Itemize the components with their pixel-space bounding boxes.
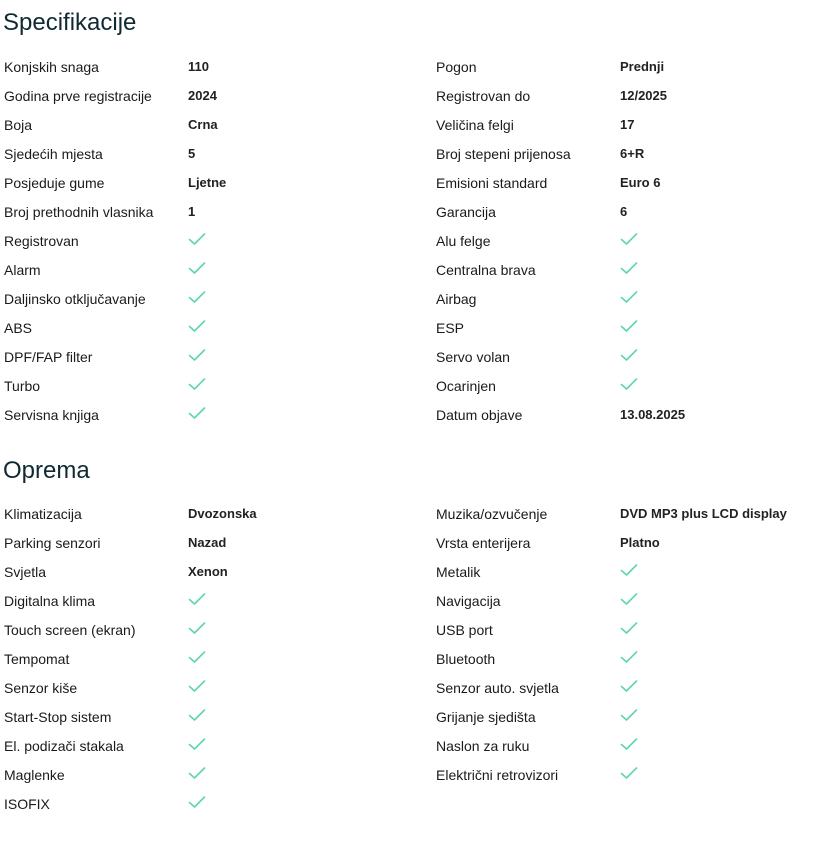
spec-label: Grijanje sjedišta bbox=[436, 709, 536, 725]
spec-label: Touch screen (ekran) bbox=[4, 622, 136, 638]
spec-label: Bluetooth bbox=[436, 651, 496, 667]
spec-value: 17 bbox=[620, 117, 635, 132]
checkmark-icon bbox=[188, 708, 206, 727]
spec-row bbox=[4, 708, 810, 737]
spec-row bbox=[4, 261, 810, 290]
spec-value: 110 bbox=[188, 59, 209, 74]
spec-label: Klimatizacija bbox=[4, 506, 82, 522]
checkmark-icon bbox=[620, 348, 638, 367]
spec-row bbox=[4, 87, 810, 116]
spec-label: Veličina felgi bbox=[436, 117, 514, 133]
checkmark-icon bbox=[188, 261, 206, 280]
spec-row bbox=[4, 58, 810, 87]
checkmark-icon bbox=[188, 290, 206, 309]
spec-row bbox=[4, 766, 810, 795]
spec-label: Konjskih snaga bbox=[4, 59, 99, 75]
spec-label: USB port bbox=[436, 622, 493, 638]
checkmark-icon bbox=[620, 261, 638, 280]
spec-row bbox=[4, 650, 810, 679]
spec-value: Euro 6 bbox=[620, 175, 661, 190]
spec-label: Navigacija bbox=[436, 593, 501, 609]
spec-label: Parking senzori bbox=[4, 535, 101, 551]
spec-value: 6+R bbox=[620, 146, 645, 161]
spec-row bbox=[4, 377, 810, 406]
checkmark-icon bbox=[188, 737, 206, 756]
spec-value: 1 bbox=[188, 204, 196, 219]
checkmark-icon bbox=[620, 708, 638, 727]
spec-label: Naslon za ruku bbox=[436, 738, 530, 754]
spec-label: Garancija bbox=[436, 204, 496, 220]
specifikacije-title: Specifikacije bbox=[3, 9, 137, 36]
checkmark-icon bbox=[188, 232, 206, 251]
spec-label: Registrovan do bbox=[436, 88, 531, 104]
spec-label: Sjedećih mjesta bbox=[4, 146, 103, 162]
checkmark-icon bbox=[620, 592, 638, 611]
spec-row bbox=[4, 592, 810, 621]
spec-label: Broj stepeni prijenosa bbox=[436, 146, 571, 162]
spec-label: Alarm bbox=[4, 262, 41, 278]
checkmark-icon bbox=[620, 650, 638, 669]
checkmark-icon bbox=[620, 679, 638, 698]
spec-label: Alu felge bbox=[436, 233, 491, 249]
spec-label: Senzor auto. svjetla bbox=[436, 680, 559, 696]
spec-value: DVD MP3 plus LCD display bbox=[620, 506, 787, 521]
spec-label: DPF/FAP filter bbox=[4, 349, 93, 365]
checkmark-icon bbox=[188, 650, 206, 669]
spec-row bbox=[4, 563, 810, 592]
checkmark-icon bbox=[620, 377, 638, 396]
spec-value: 5 bbox=[188, 146, 196, 161]
spec-label: Svjetla bbox=[4, 564, 47, 580]
spec-label: Električni retrovizori bbox=[436, 767, 559, 783]
checkmark-icon bbox=[620, 290, 638, 309]
spec-label: Start-Stop sistem bbox=[4, 709, 112, 725]
spec-row bbox=[4, 534, 810, 563]
checkmark-icon bbox=[188, 377, 206, 396]
checkmark-icon bbox=[188, 766, 206, 785]
checkmark-icon bbox=[188, 319, 206, 338]
spec-value: Dvozonska bbox=[188, 506, 257, 521]
spec-label: ABS bbox=[4, 320, 33, 336]
checkmark-icon bbox=[188, 795, 206, 814]
checkmark-icon bbox=[188, 406, 206, 425]
checkmark-icon bbox=[188, 592, 206, 611]
spec-value: Nazad bbox=[188, 535, 227, 550]
spec-row bbox=[4, 505, 810, 534]
checkmark-icon bbox=[188, 621, 206, 640]
spec-label: El. podizači stakala bbox=[4, 738, 124, 754]
spec-label: Maglenke bbox=[4, 767, 65, 783]
spec-label: Servisna knjiga bbox=[4, 407, 99, 423]
spec-row bbox=[4, 290, 810, 319]
spec-row bbox=[4, 621, 810, 650]
spec-value: Xenon bbox=[188, 564, 228, 579]
spec-label: Daljinsko otključavanje bbox=[4, 291, 146, 307]
spec-value: Prednji bbox=[620, 59, 665, 74]
checkmark-icon bbox=[620, 737, 638, 756]
checkmark-icon bbox=[188, 348, 206, 367]
spec-label: Registrovan bbox=[4, 233, 79, 249]
checkmark-icon bbox=[620, 766, 638, 785]
spec-label: Tempomat bbox=[4, 651, 70, 667]
spec-value: Platno bbox=[620, 535, 660, 550]
spec-label: Boja bbox=[4, 117, 33, 133]
spec-label: Emisioni standard bbox=[436, 175, 548, 191]
spec-row bbox=[4, 737, 810, 766]
spec-row bbox=[4, 348, 810, 377]
spec-row bbox=[4, 232, 810, 261]
spec-label: Datum objave bbox=[436, 407, 523, 423]
spec-label: Pogon bbox=[436, 59, 477, 75]
checkmark-icon bbox=[620, 563, 638, 582]
spec-label: Digitalna klima bbox=[4, 593, 96, 609]
spec-label: Ocarinjen bbox=[436, 378, 496, 394]
spec-value: Crna bbox=[188, 117, 218, 132]
spec-row bbox=[4, 795, 810, 824]
spec-label: Muzika/ozvučenje bbox=[436, 506, 548, 522]
spec-label: Posjeduje gume bbox=[4, 175, 105, 191]
checkmark-icon bbox=[620, 319, 638, 338]
spec-label: Metalik bbox=[436, 564, 481, 580]
spec-label: ESP bbox=[436, 320, 465, 336]
spec-row bbox=[4, 319, 810, 348]
spec-label: Centralna brava bbox=[436, 262, 536, 278]
spec-label: Airbag bbox=[436, 291, 477, 307]
spec-value: 6 bbox=[620, 204, 628, 219]
spec-label: ISOFIX bbox=[4, 796, 50, 812]
checkmark-icon bbox=[620, 232, 638, 251]
spec-value: Ljetne bbox=[188, 175, 227, 190]
checkmark-icon bbox=[620, 621, 638, 640]
spec-label: Senzor kiše bbox=[4, 680, 78, 696]
checkmark-icon bbox=[188, 679, 206, 698]
spec-label: Servo volan bbox=[436, 349, 510, 365]
spec-value: 13.08.2025 bbox=[620, 407, 686, 422]
spec-row bbox=[4, 174, 810, 203]
spec-value: 2024 bbox=[188, 88, 217, 103]
spec-label: Turbo bbox=[4, 378, 41, 394]
spec-label: Godina prve registracije bbox=[4, 88, 152, 104]
spec-row bbox=[4, 145, 810, 174]
spec-row bbox=[4, 679, 810, 708]
spec-row bbox=[4, 406, 810, 435]
spec-value: 12/2025 bbox=[620, 88, 667, 103]
oprema-title: Oprema bbox=[3, 457, 90, 484]
spec-row bbox=[4, 203, 810, 232]
spec-row bbox=[4, 116, 810, 145]
spec-label: Broj prethodnih vlasnika bbox=[4, 204, 154, 220]
spec-label: Vrsta enterijera bbox=[436, 535, 531, 551]
